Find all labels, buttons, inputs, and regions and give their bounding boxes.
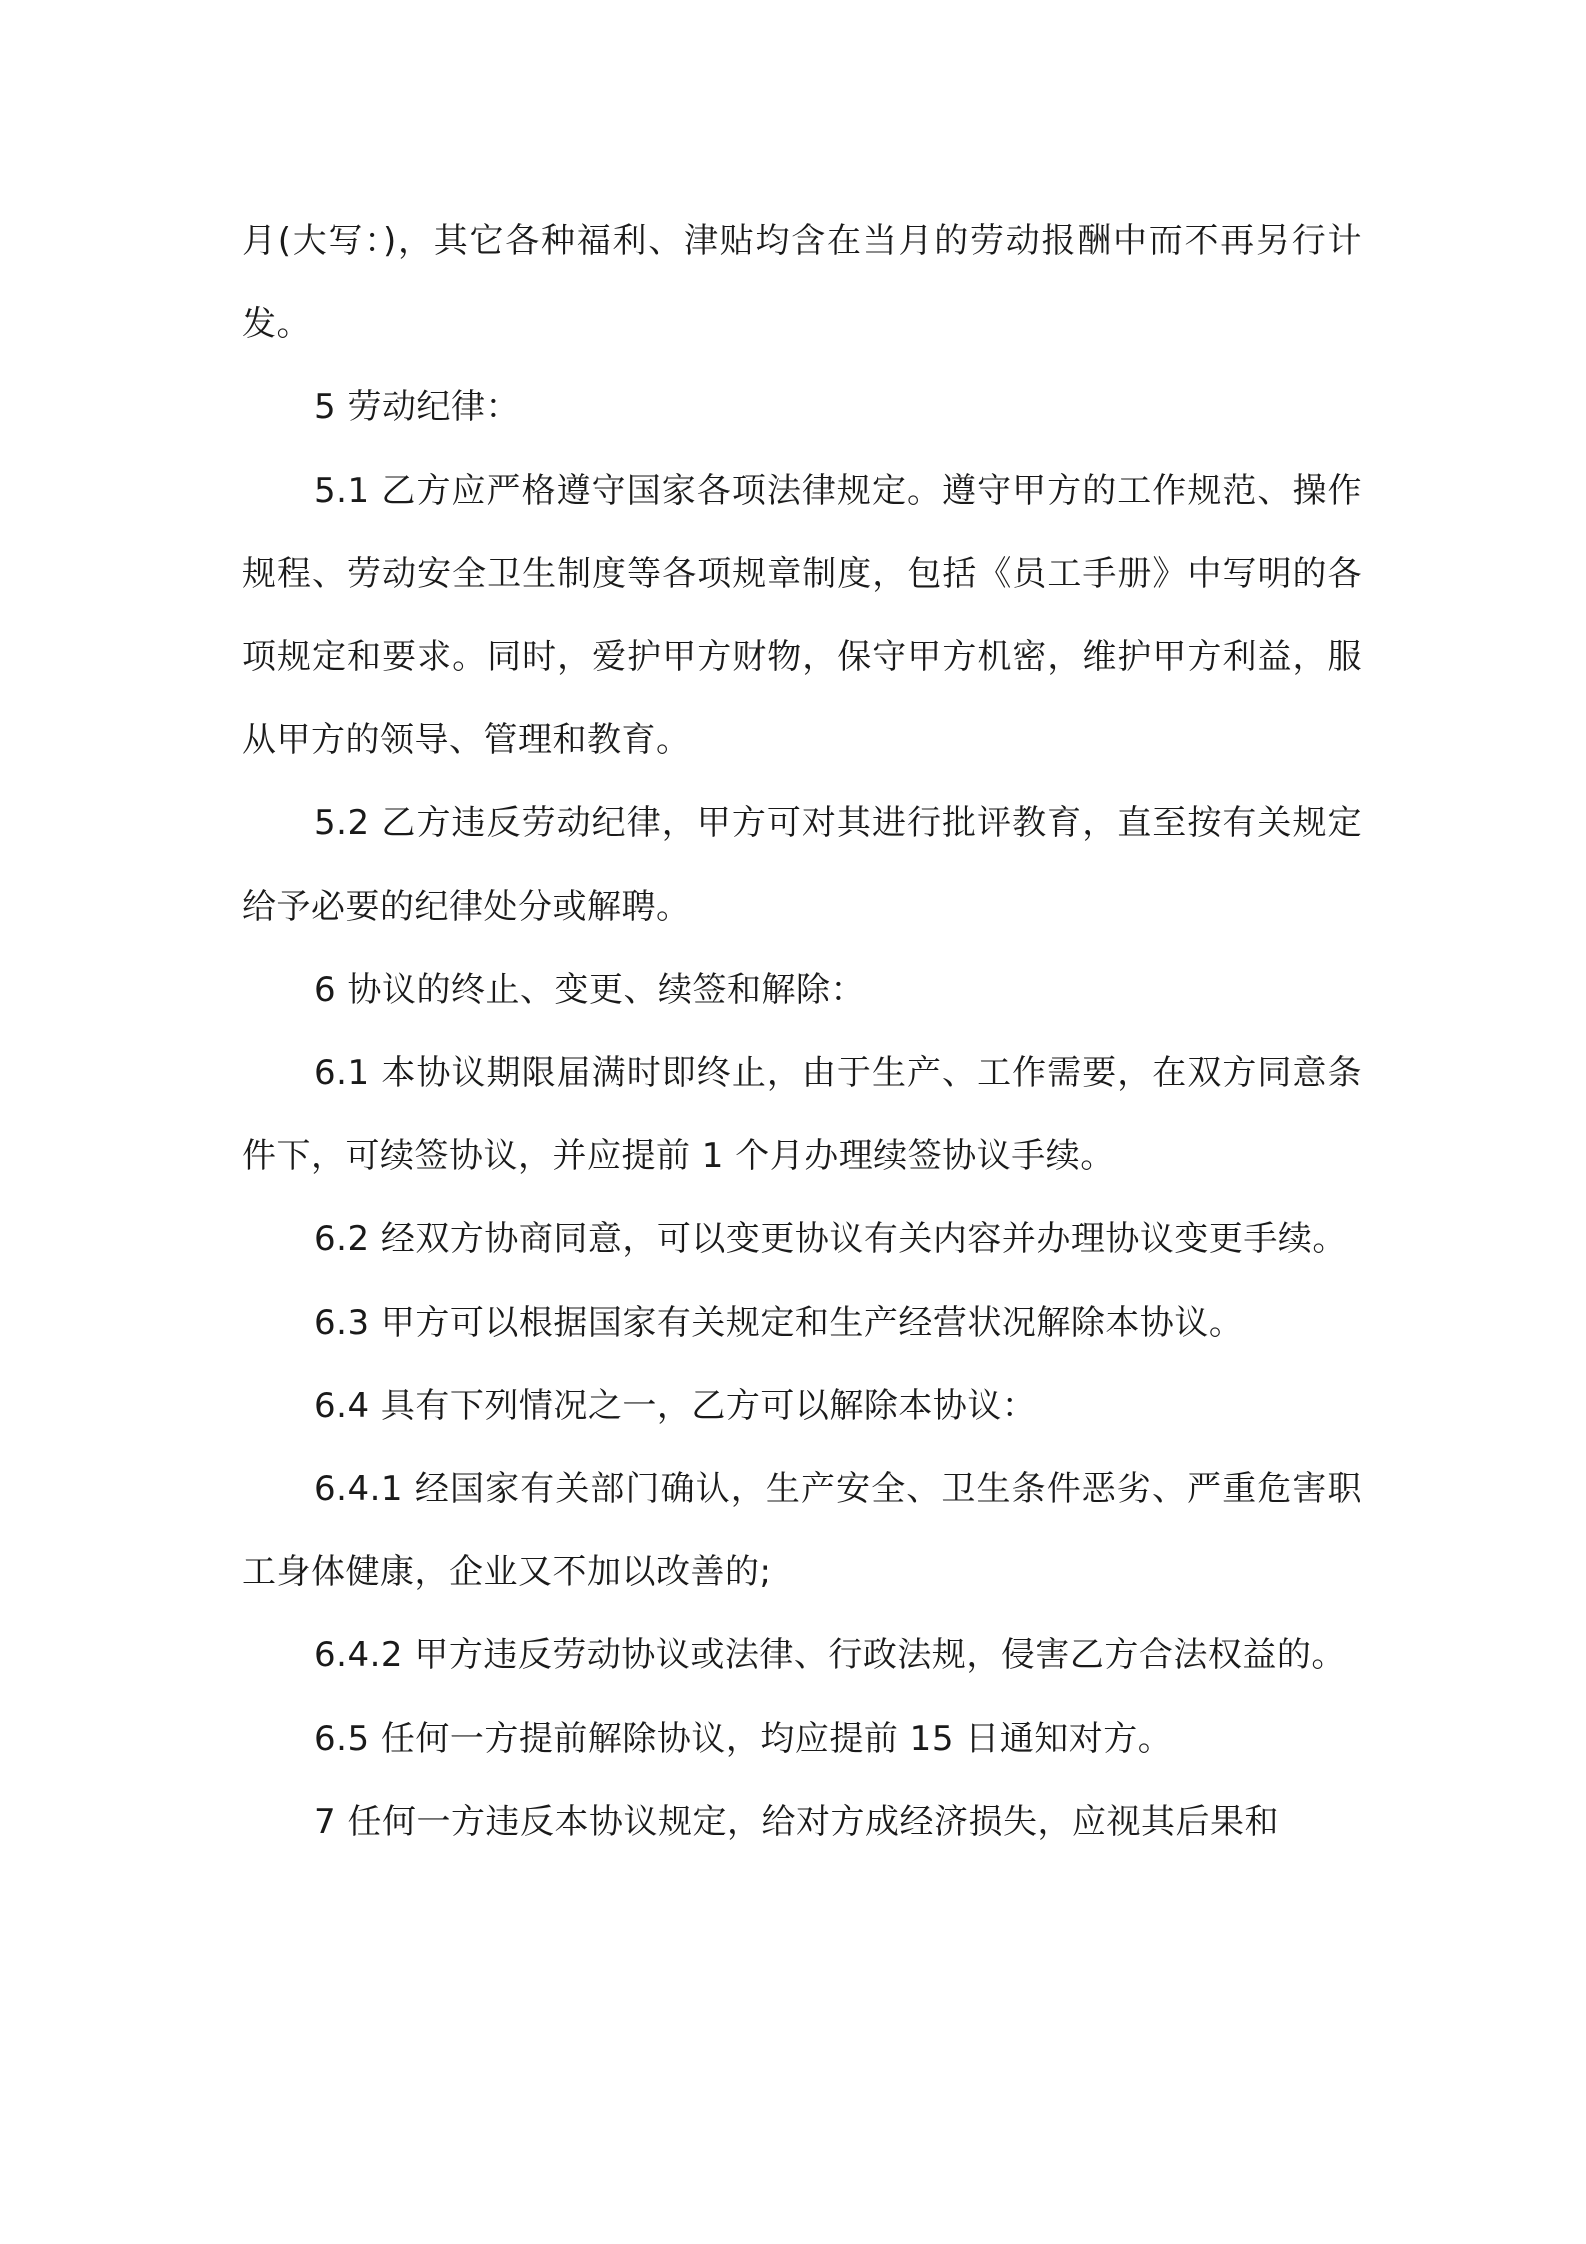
clause-5-2: 5.2 乙方违反劳动纪律，甲方可对其进行批评教育，直至按有关规定给予必要的纪律处分或解聘。	[242, 803, 1362, 927]
paragraph-salary-continuation: 月(大写：)，其它各种福利、津贴均含在当月的劳动报酬中而不再另行计发。	[242, 221, 1362, 345]
document-body	[242, 200, 1362, 1864]
clause-7: 7 任何一方违反本协议规定，给对方成经济损失，应视其后果和	[314, 1801, 1279, 1842]
heading-5-labor-discipline: 5 劳动纪律：	[314, 387, 520, 428]
clause-5-1: 5.1 乙方应严格遵守国家各项法律规定。遵守甲方的工作规范、操作规程、劳动安全卫生制度等各项规章制度，包括《员工手册》中写明的各项规定和要求。同时，爱护甲方财物，保守甲方机密，维护甲方利益，服从甲方的领导、管理和教育。	[242, 470, 1362, 761]
clause-6-2: 6.2 经双方协商同意，可以变更协议有关内容并办理协议变更手续。	[314, 1219, 1347, 1260]
clause-6-5: 6.5 任何一方提前解除协议，均应提前 15 日通知对方。	[314, 1718, 1173, 1759]
heading-6-termination: 6 协议的终止、变更、续签和解除：	[314, 969, 865, 1010]
clause-6-4: 6.4 具有下列情况之一，乙方可以解除本协议：	[314, 1385, 1037, 1426]
clause-6-1: 6.1 本协议期限届满时即终止，由于生产、工作需要，在双方同意条件下，可续签协议，并应提前 1 个月办理续签协议手续。	[242, 1053, 1362, 1177]
clause-6-3: 6.3 甲方可以根据国家有关规定和生产经营状况解除本协议。	[314, 1302, 1244, 1343]
clause-6-4-1: 6.4.1 经国家有关部门确认，生产安全、卫生条件恶劣、严重危害职工身体健康，企业又不加以改善的;	[242, 1469, 1362, 1593]
clause-6-4-2: 6.4.2 甲方违反劳动协议或法律、行政法规，侵害乙方合法权益的。	[314, 1635, 1346, 1676]
